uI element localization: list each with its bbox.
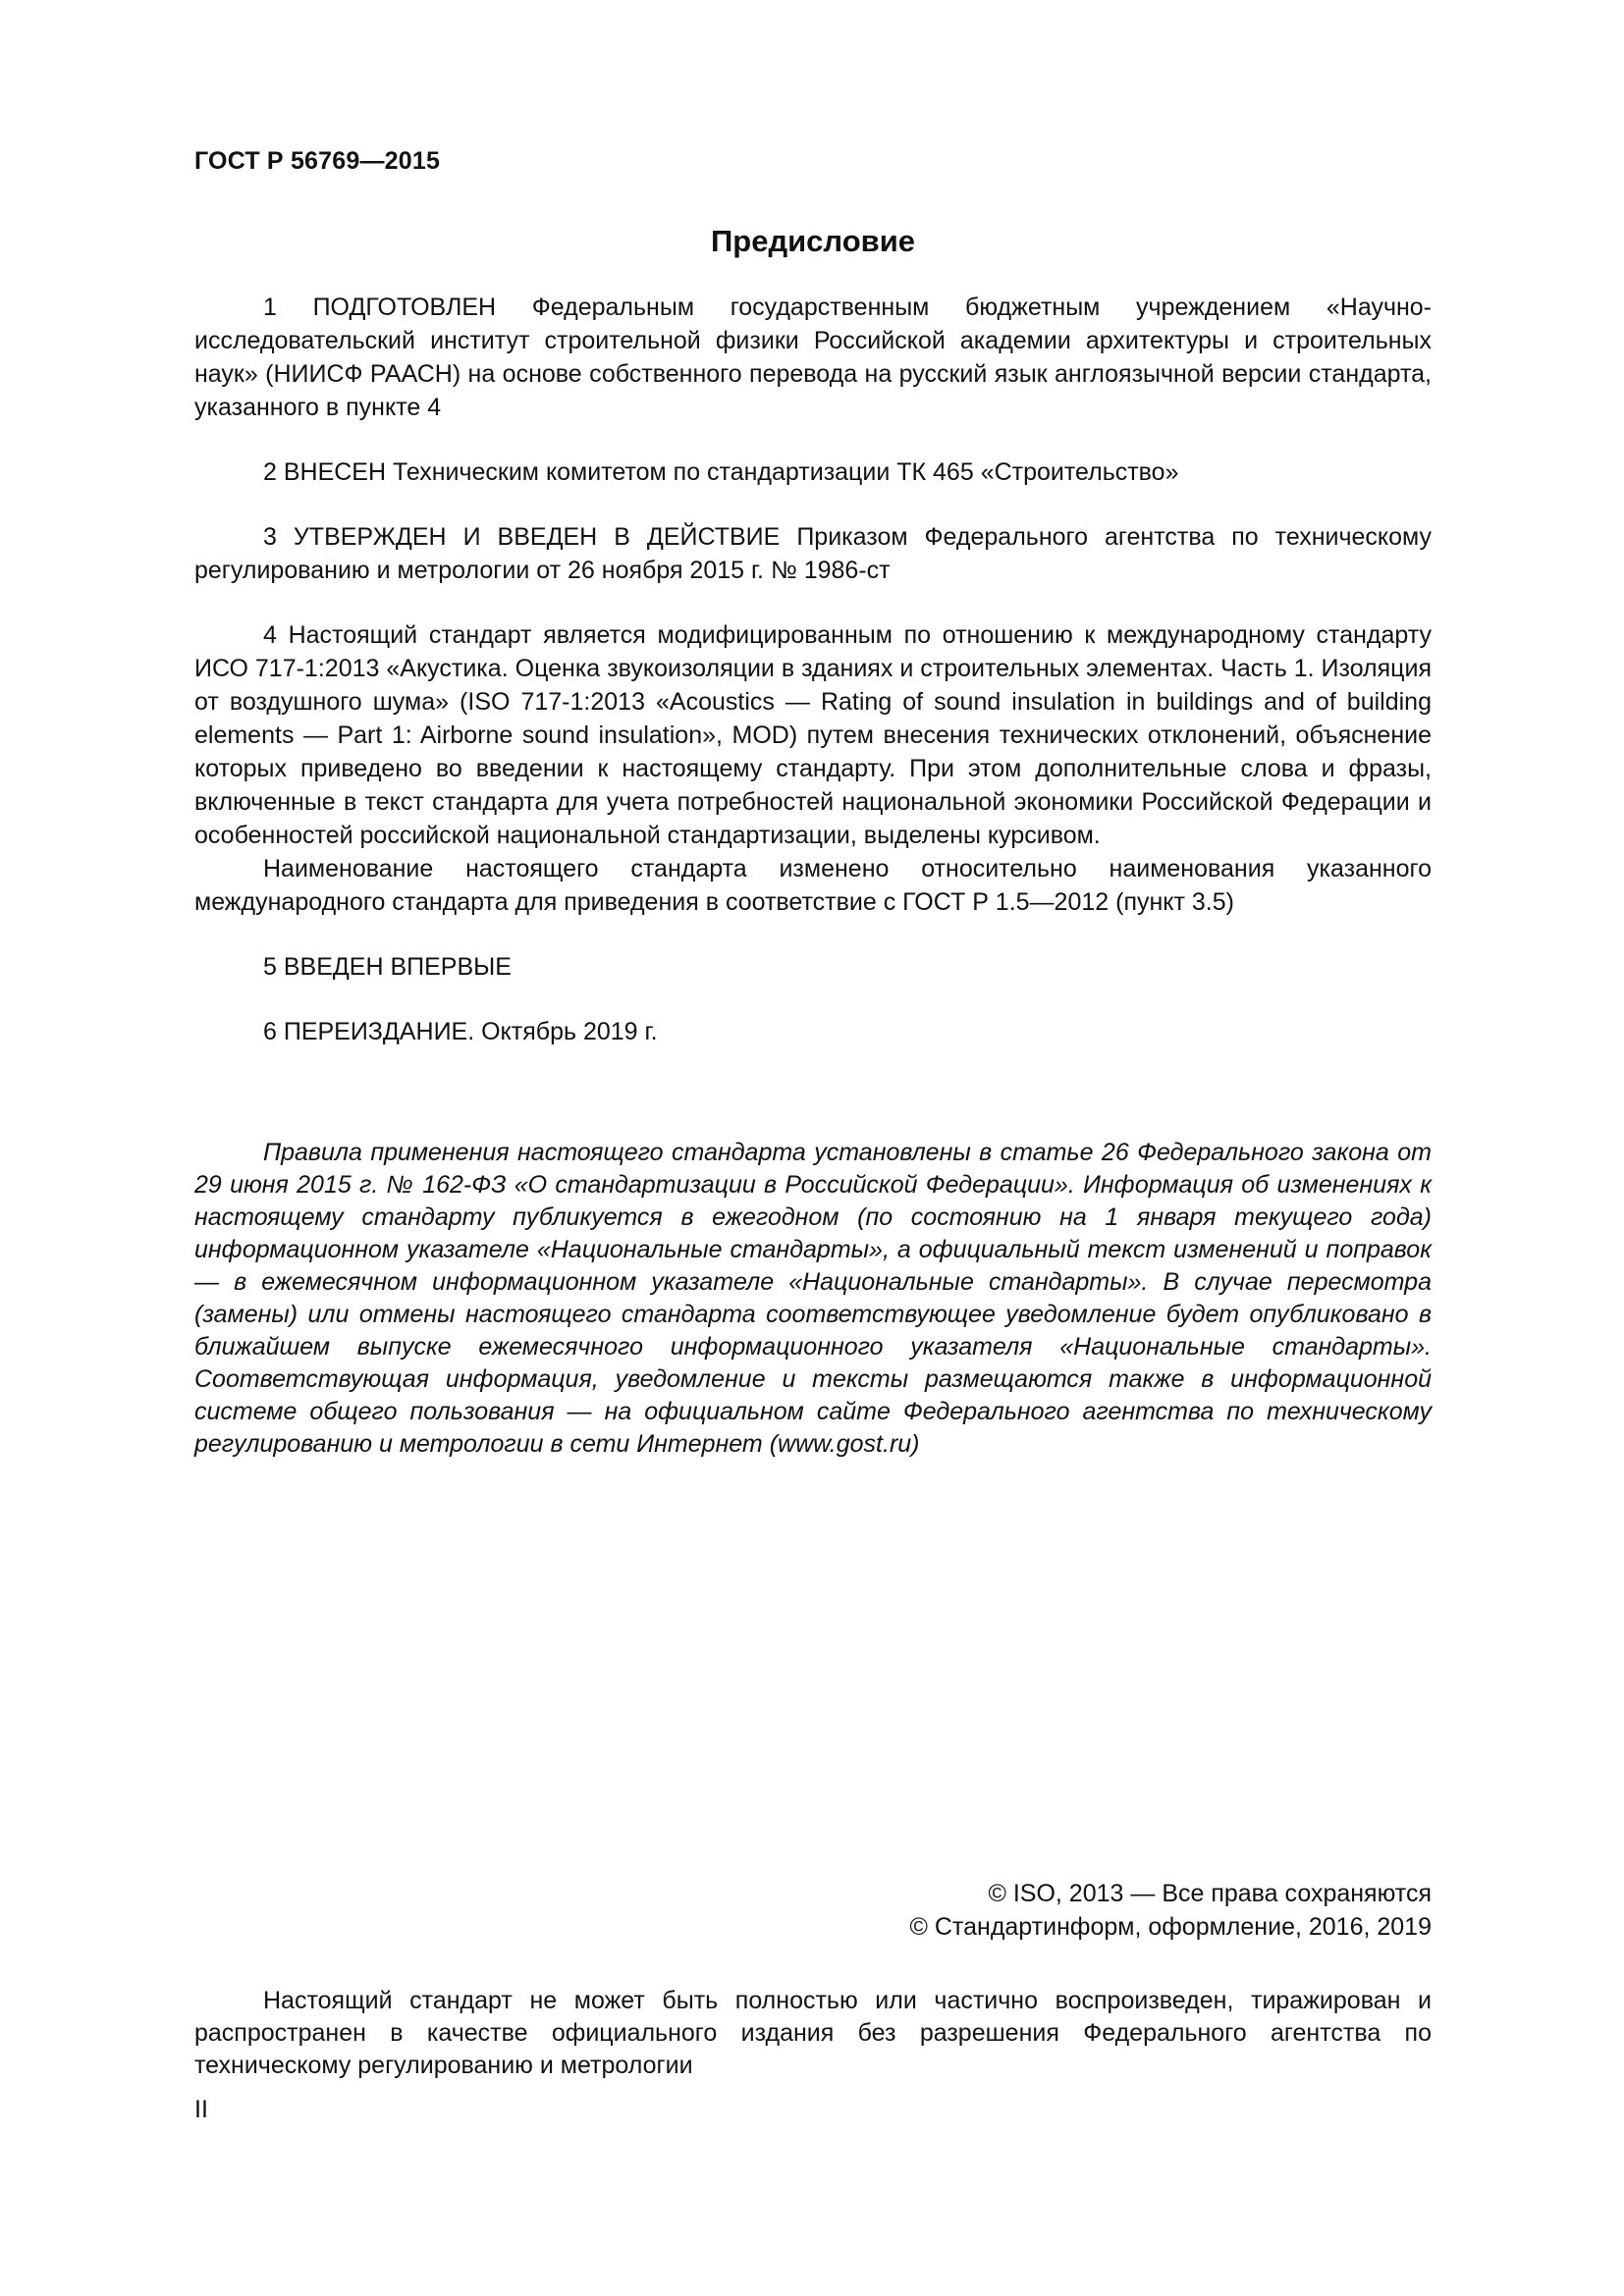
application-rules-notice: Правила применения настоящего стандарта установлены в статье 26 Федерального закона от 29 июня 2015 г. № 162-ФЗ «О стандартизации в Российской Федерации». Информация об изменениях к настоящему стандарту публикуется в ежегодном (по состоянию на 1 января текущего года) информационном указателе «Национальные стандарты», а официальный текст изменений и поправок — в ежемесячном информационном указателе «Национальные стандарты». В случае пересмотра (замены) или отмены настоящего стандарта соответствующее уведомление будет опубликовано в ближайшем выпуске ежемесячного информационного указателя «Национальные стандарты». Соответствующая информация, уведомление и тексты размещаются также в информационной системе общего пользования — на официальном сайте Федерального агентства по техническому регулированию и метрологии в сети Интернет (www.gost.ru) — [194, 1139, 1432, 1458]
foreword-item-2: 2 ВНЕСЕН Техническим комитетом по стандартизации ТК 465 «Строительство» — [263, 458, 1179, 486]
copyright-standartinform: © Стандартинформ, оформление, 2016, 2019 — [909, 1913, 1432, 1941]
foreword-item-1: 1 ПОДГОТОВЛЕН Федеральным государственным бюджетным учреждением «Научно-исследовательский институт строительной физики Российской академии архитектуры и строительных наук» (НИИСФ РААСН) на основе собственного перевода на русский язык англоязычной версии стандарта, указанного в пункте 4 — [194, 294, 1432, 421]
foreword-item-5: 5 ВВЕДЕН ВПЕРВЫЕ — [263, 953, 512, 981]
foreword-item-6: 6 ПЕРЕИЗДАНИЕ. Октябрь 2019 г. — [263, 1018, 658, 1045]
copyright-iso: © ISO, 2013 — Все права сохраняются — [988, 1880, 1432, 1907]
foreword-item-3: 3 УТВЕРЖДЕН И ВВЕДЕН В ДЕЙСТВИЕ Приказом Федерального агентства по техническому регулированию и метрологии от 26 ноября 2015 г. № 1986-ст — [194, 523, 1432, 584]
foreword-item-4-continuation: Наименование настоящего стандарта изменено относительно наименования указанного международного стандарта для приведения в соответствие с ГОСТ Р 1.5—2012 (пункт 3.5) — [194, 855, 1432, 916]
foreword-item-4: 4 Настоящий стандарт является модифицированным по отношению к международному стандарту ИСО 717-1:2013 «Акустика. Оценка звукоизоляции в зданиях и строительных элементах. Часть 1. Изоляция от воздушного шума» (ISO 717-1:2013 «Acoustics — Rating of sound insulation in buildings and of building elements — Part 1: Airborne sound insulation», MOD) путем внесения технических отклонений, объяснение которых приведено во введении к настоящему стандарту. При этом дополнительные слова и фразы, включенные в текст стандарта для учета потребностей национальной экономики Российской Федерации и особенностей российской национальной стандартизации, выделены курсивом. — [194, 621, 1432, 849]
page-title: Предисловие — [710, 224, 915, 258]
document-code: ГОСТ Р 56769—2015 — [194, 147, 441, 175]
page-number: II — [194, 2096, 208, 2123]
foreword-body — [194, 291, 1432, 1048]
copyright-block — [910, 1877, 1432, 1944]
reproduction-notice: Настоящий стандарт не может быть полностью или частично воспроизведен, тиражирован и распространен в качестве официального издания без разрешения Федерального агентства по техническому регулированию и метрологии — [194, 1987, 1432, 2079]
